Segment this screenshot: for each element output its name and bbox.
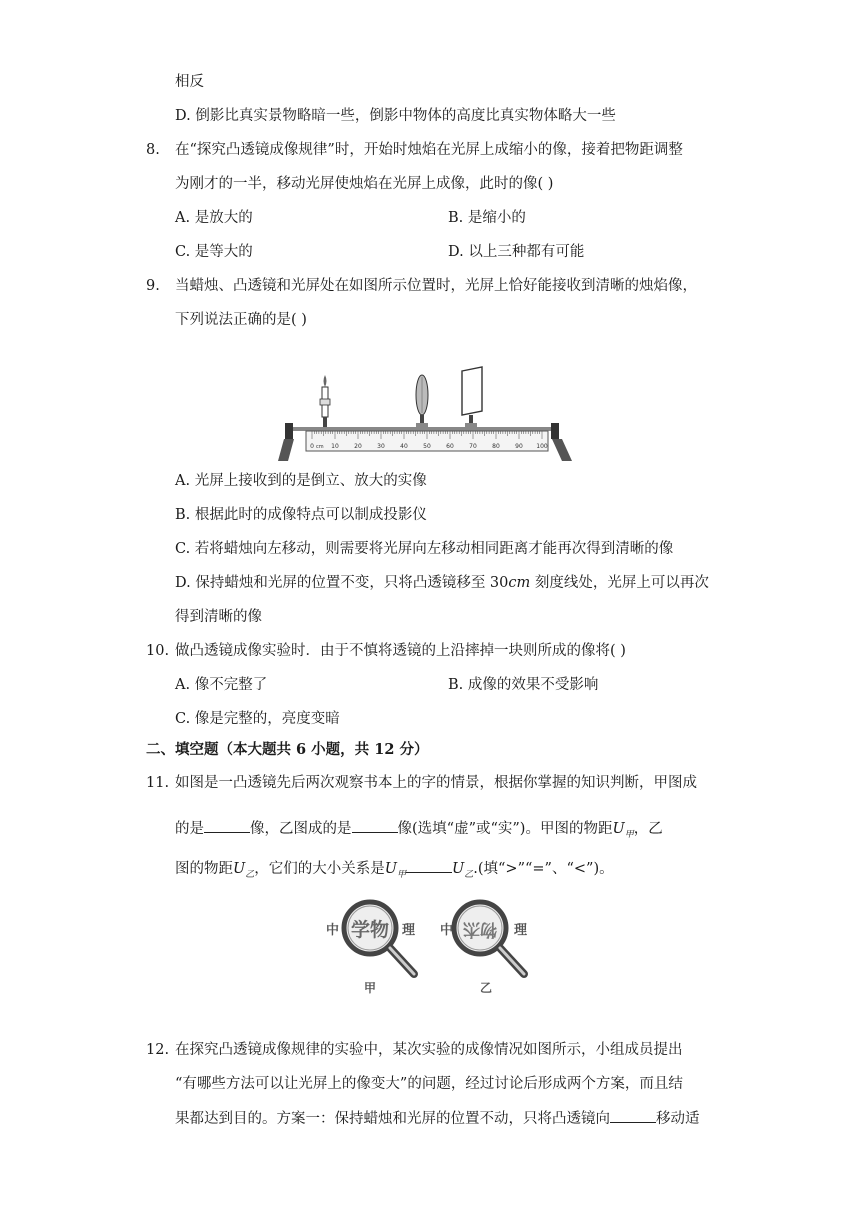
yi-right-char: 理 [514, 923, 528, 938]
ruler-tick-label: 80 [492, 443, 500, 450]
ruler-tick-label: 10 [331, 443, 339, 450]
q10-stem: 做凸透镜成像实验时．由于不慎将透镜的上沿摔掉一块则所成的像将( ) [175, 643, 626, 659]
ruler-tick-label: 30 [377, 443, 385, 450]
q9-option-a: A. 光屏上接收到的是倒立、放大的实像 [175, 473, 427, 489]
q11-l3-c: .(填“>”“=”、“<”)。 [473, 861, 614, 877]
q8-option-c: C. 是等大的 [175, 244, 253, 260]
magnifier-figure [322, 888, 542, 998]
q8-option-d: D. 以上三种都有可能 [448, 244, 585, 260]
q11-u3-symbol: U [384, 861, 397, 877]
yi-lens-text: 物杰 [463, 919, 497, 939]
ruler-tick-label: 70 [469, 443, 477, 450]
q11-stem-line2 [175, 818, 663, 845]
ruler-unit-label: cm [316, 444, 324, 450]
q12-l3-b: 移动适 [656, 1111, 700, 1127]
q10-option-a: A. 像不完整了 [175, 677, 268, 693]
q12-stem-line2: “有哪些方法可以让光屏上的像变大”的问题，经过讨论后形成两个方案，而且结 [175, 1076, 683, 1092]
q11-stem-line3 [175, 858, 614, 885]
left-bench-end [285, 423, 293, 439]
q11-number: 11. [146, 775, 170, 791]
q11-u-symbol: U [612, 821, 625, 837]
q11-l2-c: 像(选填“虚”或“实”)。甲图的物距 [397, 821, 613, 837]
section-fill-in-title: 二、填空题（本大题共 6 小题，共 12 分） [146, 741, 429, 758]
jia-right-char: 理 [402, 923, 416, 938]
yi-left-char: 中 [440, 923, 454, 938]
q9-option-c: C. 若将蜡烛向左移动，则需要将光屏向左移动相同距离才能再次得到清晰的像 [175, 541, 674, 557]
q9-option-d-post: 刻度线处，光屏上可以再次 [530, 575, 709, 591]
ruler-tick-label: 50 [423, 443, 431, 450]
figure-label-yi: 乙 [480, 981, 493, 995]
q8-stem-line2: 为刚才的一半，移动光屏使烛焰在光屏上成像，此时的像( ) [175, 176, 554, 192]
q10-number: 10. [146, 643, 170, 659]
q11-stem-line1: 如图是一凸透镜先后两次观察书本上的字的情景，根据你掌握的知识判断，甲图成 [175, 775, 697, 791]
ruler-tick-label: 60 [446, 443, 454, 450]
optical-bench-figure [276, 365, 576, 463]
candle [320, 375, 330, 427]
q7-tail: 相反 [175, 74, 204, 90]
q11-u3-subscript: 甲 [396, 869, 406, 880]
light-screen [462, 367, 482, 429]
q9-stem-line2: 下列说法正确的是( ) [175, 312, 307, 328]
q12-stem-line1: 在探究凸透镜成像规律的实验中，某次实验的成像情况如图所示，小组成员提出 [175, 1042, 683, 1058]
ruler-tick-label: 90 [515, 443, 523, 450]
q11-u2-subscript: 乙 [245, 869, 255, 880]
q11-blank-2[interactable] [352, 818, 398, 833]
ruler-tick-label: 100 [536, 443, 548, 450]
ruler-tick-label: 20 [354, 443, 362, 450]
ruler-tick-label: 40 [400, 443, 408, 450]
magnifier-yi [440, 902, 528, 995]
q11-l2-d: ，乙 [633, 821, 663, 837]
q11-u2-symbol: U [233, 861, 246, 877]
q7-option-d: D. 倒影比真实景物略暗一些，倒影中物体的高度比真实物体略大一些 [175, 108, 616, 124]
jia-lens-text: 学物 [350, 919, 390, 941]
q11-u-subscript: 甲 [624, 829, 634, 840]
magnifier-jia [326, 902, 416, 995]
q11-u4-subscript: 乙 [464, 869, 474, 880]
q9-option-d-line1 [175, 573, 709, 593]
q10-option-b: B. 成像的效果不受影响 [448, 677, 599, 693]
convex-lens [416, 375, 428, 429]
q11-l2-a: 的是 [175, 821, 204, 837]
q12-blank-1[interactable] [610, 1108, 656, 1123]
figure-label-jia: 甲 [364, 981, 377, 995]
right-bench-end [551, 423, 559, 439]
q9-option-b: B. 根据此时的成像特点可以制成投影仪 [175, 507, 427, 523]
left-bench-leg [278, 439, 294, 461]
q11-l3-a: 图的物距 [175, 861, 233, 877]
q11-u4-symbol: U [452, 861, 465, 877]
q11-l2-b: 像，乙图成的是 [250, 821, 352, 837]
jia-left-char: 中 [326, 923, 340, 938]
right-bench-leg [552, 439, 572, 461]
q9-option-d-line2: 得到清晰的像 [175, 609, 262, 625]
q11-blank-1[interactable] [204, 818, 250, 833]
q8-option-b: B. 是缩小的 [448, 210, 526, 226]
ruler-tick-label: 0 [310, 443, 314, 450]
q12-l3-a: 果都达到目的。方案一：保持蜡烛和光屏的位置不动，只将凸透镜向 [175, 1111, 610, 1127]
q9-number: 9. [146, 278, 160, 294]
q8-option-a: A. 是放大的 [175, 210, 253, 226]
q8-number: 8. [146, 142, 160, 158]
q9-option-d-unit: cm [508, 575, 531, 591]
q9-stem-line1: 当蜡烛、凸透镜和光屏处在如图所示位置时，光屏上恰好能接收到清晰的烛焰像， [175, 278, 697, 294]
q12-number: 12. [146, 1042, 170, 1058]
q10-option-c: C. 像是完整的，亮度变暗 [175, 711, 340, 727]
q11-l3-b: ，它们的大小关系是 [254, 861, 385, 877]
q12-stem-line3 [175, 1108, 700, 1129]
q9-option-d-pre: D. 保持蜡烛和光屏的位置不变，只将凸透镜移至 30 [175, 575, 509, 591]
q8-stem-line1: 在“探究凸透镜成像规律”时，开始时烛焰在光屏上成缩小的像，接着把物距调整 [175, 142, 683, 158]
q11-blank-3[interactable] [406, 858, 452, 873]
